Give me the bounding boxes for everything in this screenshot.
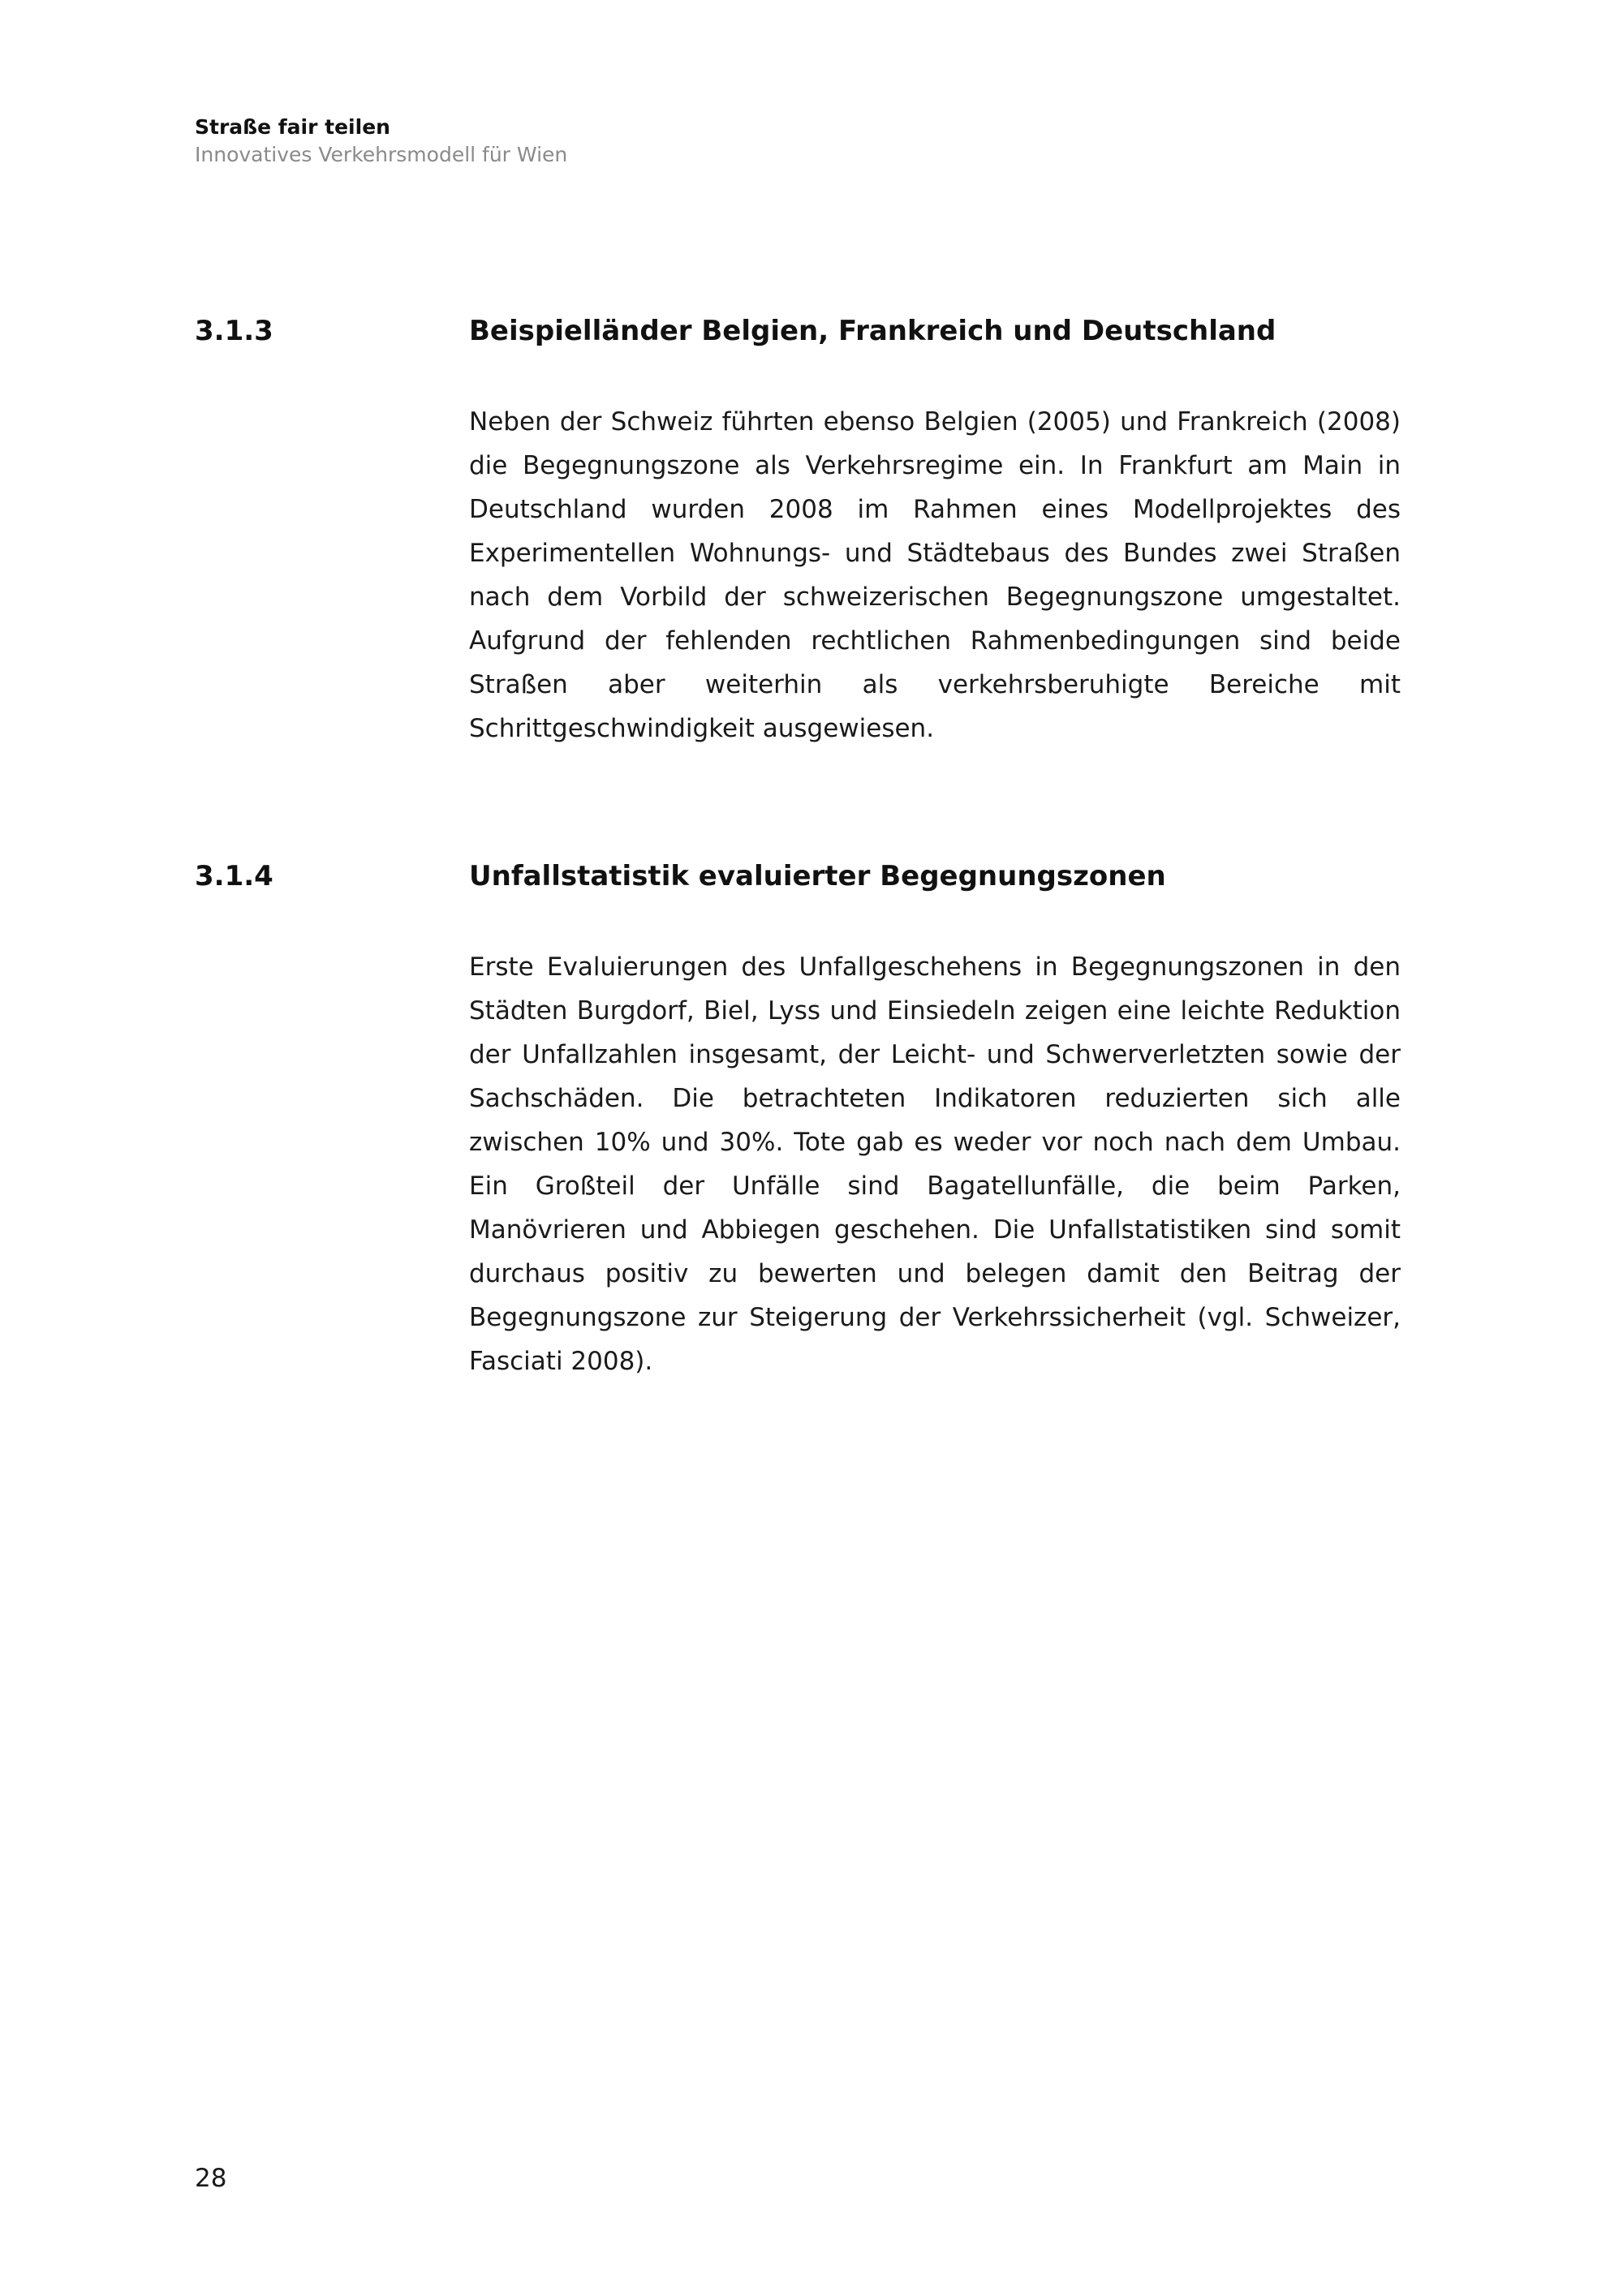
page-number: 28 [195,2164,227,2193]
section-heading: Unfallstatistik evaluierter Begegnungszonen [469,860,1166,892]
section-paragraph: Erste Evaluierungen des Unfallgeschehens in Begegnungszonen in den Städten Burgdorf, Biel, Lyss und Einsiedeln zeigen eine leichte Reduktion der Unfallzahlen insgesamt, der Leicht- und Schwerverletzten sowie der Sachschäden. Die betrachteten Indikatoren reduzierten sich alle zwischen 10% und 30%. Tote gab es weder vor noch nach dem Umbau. Ein Großteil der Unfälle sind Bagatellunfälle, die beim Parken, Manövrieren und Abbiegen geschehen. Die Unfallstatistiken sind somit durchaus positiv zu bewerten und belegen damit den Beitrag der Begegnungszone zur Steigerung der Verkehrssicherheit (vgl. Schweizer, Fasciati 2008). [469,952,1401,1376]
section-heading: Beispielländer Belgien, Frankreich und Deutschland [469,315,1276,347]
running-header [195,114,567,169]
section-number: 3.1.3 [195,315,273,347]
section-paragraph: Neben der Schweiz führten ebenso Belgien (2005) und Frankreich (2008) die Begegnungszone als Verkehrsregime ein. In Frankfurt am Main in Deutschland wurden 2008 im Rahmen eines Modellprojektes des Experimentellen Wohnungs- und Städtebaus des Bundes zwei Straßen nach dem Vorbild der schweizerischen Begegnungszone umgestaltet. Aufgrund der fehlenden rechtlichen Rahmenbedingungen sind beide Straßen aber weiterhin als verkehrsberuhigte Bereiche mit Schrittgeschwindigkeit ausgewiesen. [469,407,1401,743]
document-title: Straße fair teilen [195,115,390,139]
section-number: 3.1.4 [195,860,273,892]
document-subtitle: Innovatives Verkehrsmodell für Wien [195,143,568,166]
